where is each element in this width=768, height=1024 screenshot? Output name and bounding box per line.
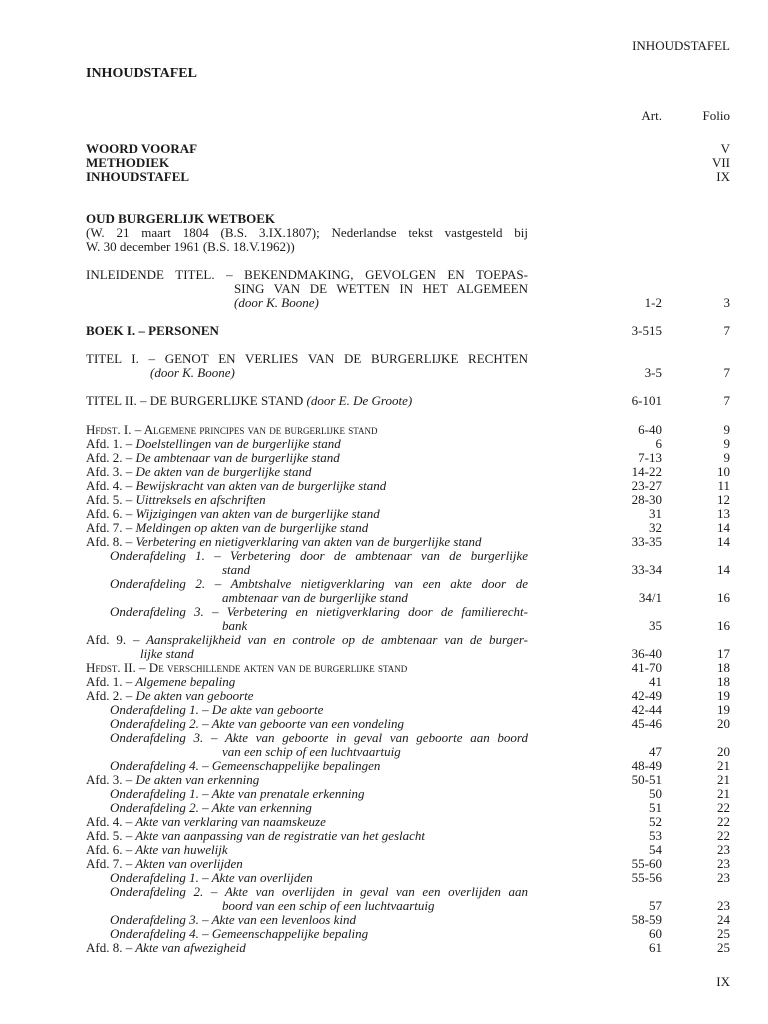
toc-entry-text: Afd. 8. – xyxy=(86,941,133,955)
toc-entry-article: 36-40 xyxy=(631,646,662,661)
toc-entry-folio: 25 xyxy=(717,940,730,955)
toc-entry-folio: 7 xyxy=(723,323,730,338)
toc-entry-text: INHOUDSTAFEL xyxy=(86,170,190,184)
toc-entry-title xyxy=(86,142,197,156)
toc-entry-subtitle: Uittreksels en afschriften xyxy=(132,493,266,507)
toc-entry-text: TITEL I. – GENOT EN VERLIES VAN DE BURGERLIJKE RECHTEN xyxy=(86,352,528,366)
toc-entry-text: TITEL II. – DE BURGERLIJKE STAND xyxy=(86,394,304,408)
toc-entry-title xyxy=(86,240,295,254)
toc-entry-subtitle: De akten van erkenning xyxy=(132,773,260,787)
toc-entry-title xyxy=(86,507,380,521)
toc-entry-folio: 14 xyxy=(717,562,730,577)
toc-entry-text: Onderafdeling 4. – Gemeenschappelijke bepaling xyxy=(110,927,369,941)
toc-entry-text: Onderafdeling 4. – Gemeenschappelijke bepalingen xyxy=(110,759,381,773)
toc-entry-folio: 17 xyxy=(717,646,730,661)
toc-entry-text: ambtenaar van de burgerlijke stand xyxy=(222,591,408,605)
toc-entry-article: 3-5 xyxy=(644,365,662,380)
toc-entry-folio: 19 xyxy=(717,702,730,717)
toc-entry-folio: 19 xyxy=(717,688,730,703)
toc-entry-article: 42-49 xyxy=(631,688,662,703)
toc-entry-text: Hfdst. II. – De verschillende akten van de burgerlijke stand xyxy=(86,661,408,675)
toc-entry-title xyxy=(140,647,194,661)
toc-entry-folio: 21 xyxy=(717,772,730,787)
toc-entry-folio: 23 xyxy=(717,856,730,871)
toc-entry-text: METHODIEK xyxy=(86,156,170,170)
toc-entry-subtitle: De ambtenaar van de burgerlijke stand xyxy=(132,451,340,465)
toc-entry-text: Onderafdeling 2. – Akte van geboorte van een vondeling xyxy=(110,717,404,731)
toc-entry-title xyxy=(86,521,368,535)
toc-entry-article: 57 xyxy=(649,898,662,913)
toc-entry-article: 1-2 xyxy=(644,295,662,310)
toc-entry-subtitle: Akte van huwelijk xyxy=(132,843,228,857)
toc-entry-folio: 13 xyxy=(717,506,730,521)
toc-entry-title xyxy=(86,661,407,675)
toc-entry-article: 33-34 xyxy=(631,562,662,577)
toc-entry-subtitle: (door E. De Groote) xyxy=(303,394,413,408)
toc-entry-title xyxy=(86,268,528,282)
toc-entry-text: bank xyxy=(222,619,248,633)
toc-entry-text: Afd. 5. – xyxy=(86,829,133,843)
toc-entry-article: 48-49 xyxy=(631,758,662,773)
toc-entry-article: 51 xyxy=(649,800,662,815)
toc-entry-title xyxy=(110,703,323,717)
toc-entry-title xyxy=(110,717,404,731)
toc-entry-title xyxy=(222,619,247,633)
toc-entry-title xyxy=(110,577,528,591)
toc-entry-folio: V xyxy=(720,141,730,156)
toc-entry-folio: 18 xyxy=(717,660,730,675)
toc-entry-folio: 21 xyxy=(717,758,730,773)
toc-entry-title xyxy=(86,465,312,479)
toc-entry-text: Onderafdeling 1. – De akte van geboorte xyxy=(110,703,324,717)
toc-entry-text: Afd. 7. – xyxy=(86,521,133,535)
toc-entry-text: Onderafdeling 3. – Akte van een levenloos kind xyxy=(110,913,356,927)
toc-entry-text: Afd. 9. – xyxy=(86,633,140,647)
toc-entry-article: 28-30 xyxy=(631,492,662,507)
toc-entry-title xyxy=(86,941,246,955)
toc-entry-folio: 20 xyxy=(717,744,730,759)
toc-entry-article: 7-13 xyxy=(638,450,662,465)
toc-entry-folio: 14 xyxy=(717,520,730,535)
toc-entry-title xyxy=(110,927,368,941)
toc-entry-article: 53 xyxy=(649,828,662,843)
toc-entry-title xyxy=(234,296,319,310)
toc-entry-title xyxy=(86,423,378,437)
toc-entry-title xyxy=(110,759,380,773)
toc-entry-folio: 12 xyxy=(717,492,730,507)
toc-entry-article: 45-46 xyxy=(631,716,662,731)
toc-entry-article: 14-22 xyxy=(631,464,662,479)
toc-entry-text: stand xyxy=(222,563,251,577)
toc-entry-folio: 3 xyxy=(723,295,730,310)
toc-entry-text: Onderafdeling 1. – Akte van overlijden xyxy=(110,871,313,885)
toc-entry-text: lijke stand xyxy=(140,647,194,661)
toc-entry-folio: 23 xyxy=(717,870,730,885)
toc-entry-title xyxy=(110,731,528,745)
toc-entry-folio: 18 xyxy=(717,674,730,689)
toc-entry-text: Afd. 6. – xyxy=(86,843,133,857)
toc-entry-title xyxy=(222,563,250,577)
toc-entry-text: Onderafdeling 3. – Akte van geboorte in geval van geboorte aan boord xyxy=(110,731,528,745)
toc-entry-article: 34/1 xyxy=(638,590,662,605)
toc-entry-folio: 25 xyxy=(717,926,730,941)
toc-entry-article: 32 xyxy=(649,520,662,535)
toc-entry-title xyxy=(110,605,528,619)
toc-entry-folio: IX xyxy=(716,169,730,184)
toc-entry-text: W. 30 december 1961 (B.S. 18.V.1962)) xyxy=(86,240,295,254)
toc-entry-article: 31 xyxy=(649,506,662,521)
toc-entry-folio: 16 xyxy=(717,618,730,633)
toc-entry-article: 50-51 xyxy=(631,772,662,787)
toc-entry-text: Afd. 4. – xyxy=(86,479,133,493)
toc-entry-title xyxy=(234,282,528,296)
toc-entry-article: 55-60 xyxy=(631,856,662,871)
toc-entry-text: boord van een schip of een luchtvaartuig xyxy=(222,899,435,913)
toc-entry-folio: 7 xyxy=(723,393,730,408)
toc-entry-text: Afd. 8. – xyxy=(86,535,133,549)
toc-entry-title xyxy=(86,535,482,549)
toc-entry-folio: 10 xyxy=(717,464,730,479)
toc-entry-article: 6-101 xyxy=(631,393,662,408)
toc-entry-article: 3-515 xyxy=(631,323,662,338)
toc-entry-title xyxy=(110,885,528,899)
toc-entry-title xyxy=(86,226,528,240)
toc-entry-title xyxy=(222,591,408,605)
toc-entry-title xyxy=(86,815,326,829)
toc-entry-title xyxy=(150,366,235,380)
toc-entry-title xyxy=(86,170,189,184)
toc-entry-folio: 22 xyxy=(717,800,730,815)
toc-entry-text: OUD BURGERLIJK WETBOEK xyxy=(86,212,276,226)
toc-entry-text: Onderafdeling 1. – Verbetering door de ambtenaar van de burgerlijke xyxy=(110,549,528,563)
toc-entry-article: 33-35 xyxy=(631,534,662,549)
toc-entry-folio: 22 xyxy=(717,828,730,843)
toc-entry-article: 58-59 xyxy=(631,912,662,927)
toc-entry-title xyxy=(86,689,254,703)
toc-entry-text: Afd. 3. – xyxy=(86,773,133,787)
toc-entry-text: van een schip of een luchtvaartuig xyxy=(222,745,401,759)
toc-entry-title xyxy=(86,451,340,465)
toc-entry-article: 41-70 xyxy=(631,660,662,675)
toc-entry-folio: 7 xyxy=(723,365,730,380)
toc-entry-title xyxy=(110,801,312,815)
toc-entry-article: 60 xyxy=(649,926,662,941)
toc-entry-article: 35 xyxy=(649,618,662,633)
toc-entry-text: Onderafdeling 2. – Akte van overlijden in geval van een overlijden aan xyxy=(110,885,528,899)
toc-entry-title xyxy=(110,913,356,927)
page-title: INHOUDSTAFEL xyxy=(86,66,197,81)
toc-entry-text: Afd. 2. – xyxy=(86,689,133,703)
toc-entry-text: Onderafdeling 2. – Ambtshalve nietigverklaring van een akte door de xyxy=(110,577,528,591)
toc-entry-subtitle: Akten van overlijden xyxy=(132,857,243,871)
toc-entry-text: Hfdst. I. – Algemene principes van de burgerlijke stand xyxy=(86,423,378,437)
toc-entry-text: Onderafdeling 3. – Verbetering en nietigverklaring door de familierecht- xyxy=(110,605,528,619)
toc-entry-title xyxy=(86,212,275,226)
toc-entry-title xyxy=(86,493,266,507)
toc-entry-article: 23-27 xyxy=(631,478,662,493)
toc-entry-article: 50 xyxy=(649,786,662,801)
running-header: INHOUDSTAFEL xyxy=(632,38,730,53)
toc-entry-text: Afd. 4. – xyxy=(86,815,133,829)
toc-entry-text: (door K. Boone) xyxy=(234,296,319,310)
toc-entry-text: (door K. Boone) xyxy=(150,366,235,380)
toc-entry-text: Afd. 6. – xyxy=(86,507,133,521)
toc-entry-title xyxy=(86,437,341,451)
toc-entry-title xyxy=(86,324,219,338)
toc-entry-title xyxy=(86,156,169,170)
toc-entry-folio: 9 xyxy=(723,450,730,465)
toc-entry-article: 55-56 xyxy=(631,870,662,885)
toc-entry-title xyxy=(86,675,235,689)
toc-entry-text: Afd. 7. – xyxy=(86,857,133,871)
toc-entry-text: (W. 21 maart 1804 (B.S. 3.IX.1807); Nederlandse tekst vastgesteld bij xyxy=(86,226,528,240)
toc-entry-title xyxy=(222,899,435,913)
toc-entry-subtitle: Akte van aanpassing van de registratie van het geslacht xyxy=(132,829,426,843)
toc-entry-text: Afd. 5. – xyxy=(86,493,133,507)
toc-entry-folio: 14 xyxy=(717,534,730,549)
toc-entry-folio: 24 xyxy=(717,912,730,927)
toc-entry-subtitle: Verbetering en nietigverklaring van akten van de burgerlijke stand xyxy=(132,535,482,549)
toc-entry-folio: 23 xyxy=(717,842,730,857)
toc-entry-article: 61 xyxy=(649,940,662,955)
toc-entry-title xyxy=(110,787,365,801)
toc-entry-text: Onderafdeling 2. – Akte van erkenning xyxy=(110,801,312,815)
toc-entry-title xyxy=(86,479,386,493)
toc-entry-article: 47 xyxy=(649,744,662,759)
toc-entry-title xyxy=(86,843,228,857)
toc-entry-article: 6 xyxy=(655,436,662,451)
toc-entry-text: Afd. 3. – xyxy=(86,465,133,479)
toc-entry-text: Onderafdeling 1. – Akte van prenatale erkenning xyxy=(110,787,365,801)
toc-entry-title xyxy=(110,871,313,885)
toc-entry-title xyxy=(222,745,401,759)
toc-entry-title xyxy=(110,549,528,563)
toc-entry-text: BOEK I. – PERSONEN xyxy=(86,324,219,338)
toc-entry-article: 42-44 xyxy=(631,702,662,717)
toc-entry-article: 41 xyxy=(649,674,662,689)
toc-entry-folio: 21 xyxy=(717,786,730,801)
toc-entry-title xyxy=(86,394,412,408)
toc-entry-text: Afd. 2. – xyxy=(86,451,133,465)
toc-entry-article: 54 xyxy=(649,842,662,857)
toc-entry-text: SING VAN DE WETTEN IN HET ALGEMEEN xyxy=(234,282,528,296)
toc-entry-subtitle: Akte van afwezigheid xyxy=(132,941,246,955)
toc-entry-subtitle: Akte van verklaring van naamskeuze xyxy=(132,815,326,829)
toc-entry-text: WOORD VOORAF xyxy=(86,142,198,156)
toc-entry-folio: 11 xyxy=(717,478,730,493)
toc-entry-folio: 16 xyxy=(717,590,730,605)
toc-entry-subtitle: De akten van de burgerlijke stand xyxy=(132,465,312,479)
toc-entry-subtitle: Aansprakelijkheid van en controle op de ambtenaar van de burger- xyxy=(139,633,528,647)
toc-entry-subtitle: Wijzigingen van akten van de burgerlijke stand xyxy=(132,507,380,521)
column-header-art: Art. xyxy=(641,108,662,123)
toc-entry-subtitle: Meldingen op akten van de burgerlijke stand xyxy=(132,521,369,535)
page-number: IX xyxy=(716,974,730,989)
toc-entry-title xyxy=(86,633,528,647)
toc-entry-folio: VII xyxy=(711,155,730,170)
toc-entry-subtitle: Algemene bepaling xyxy=(132,675,236,689)
toc-entry-text: INLEIDENDE TITEL. – BEKENDMAKING, GEVOLGEN EN TOEPAS- xyxy=(86,268,528,282)
toc-entry-subtitle: Doelstellingen van de burgerlijke stand xyxy=(132,437,341,451)
toc-entry-title xyxy=(86,829,425,843)
toc-entry-folio: 9 xyxy=(723,436,730,451)
toc-entry-title xyxy=(86,857,243,871)
toc-entry-article: 52 xyxy=(649,814,662,829)
toc-entry-text: Afd. 1. – xyxy=(86,675,133,689)
toc-entry-text: Afd. 1. – xyxy=(86,437,133,451)
toc-entry-title xyxy=(86,773,259,787)
toc-entry-folio: 23 xyxy=(717,898,730,913)
column-header-folio: Folio xyxy=(702,108,730,123)
toc-entry-subtitle: Bewijskracht van akten van de burgerlijke stand xyxy=(132,479,387,493)
toc-entry-article: 6-40 xyxy=(638,422,662,437)
toc-entry-subtitle: De akten van geboorte xyxy=(132,689,254,703)
toc-entry-folio: 22 xyxy=(717,814,730,829)
toc-entry-title xyxy=(86,352,528,366)
toc-entry-folio: 9 xyxy=(723,422,730,437)
toc-entry-folio: 20 xyxy=(717,716,730,731)
